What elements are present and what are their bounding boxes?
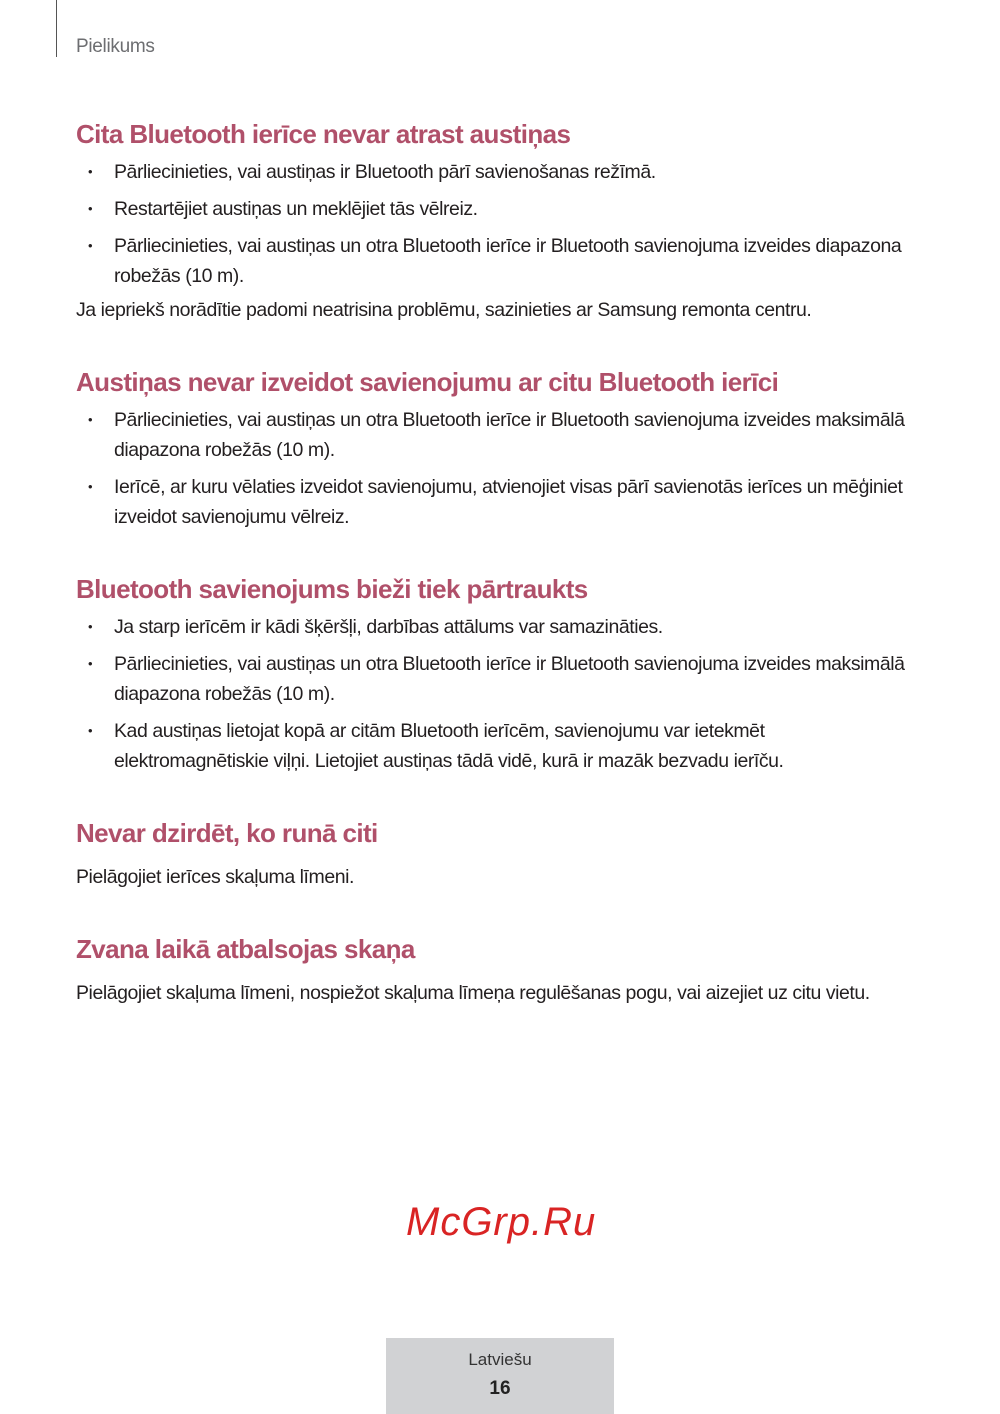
bullet: • Pārliecinieties, vai austiņas un otra Bluetooth ierīce ir Bluetooth savienojuma izveides maksimālā diapazona robežās (10 m). [76, 405, 906, 465]
page-number: 16 [489, 1378, 511, 1399]
page-footer [386, 1338, 614, 1414]
section-header: Pielikums [76, 36, 155, 57]
bullet: • Pārliecinieties, vai austiņas un otra Bluetooth ierīce ir Bluetooth savienojuma izveides maksimālā diapazona robežās (10 m). [76, 649, 906, 709]
header-divider [56, 0, 57, 57]
section-title: Zvana laikā atbalsojas skaņa [76, 934, 415, 964]
footer-language: Latviešu [468, 1350, 532, 1369]
section-cannot-find [76, 117, 906, 325]
section-title: Austiņas nevar izveidot savienojumu ar citu Bluetooth ierīci [76, 367, 779, 397]
bullet: • Restartējiet austiņas un meklējiet tās vēlreiz. [76, 194, 906, 224]
section-cannot-connect [76, 365, 906, 532]
section-title: Bluetooth savienojums bieži tiek pārtraukts [76, 574, 588, 604]
bullet: • Ierīcē, ar kuru vēlaties izveidot savienojumu, atvienojiet visas pārī savienotās ierīces un mēģiniet izveidot savienojumu vēlreiz. [76, 472, 906, 532]
watermark: McGrp.Ru [406, 1200, 597, 1244]
section-title: Cita Bluetooth ierīce nevar atrast austiņas [76, 119, 571, 149]
paragraph: Pielāgojiet skaļuma līmeni, nospiežot skaļuma līmeņa regulēšanas pogu, vai aizejiet uz citu vietu. [76, 982, 870, 1004]
section-disconnects [76, 572, 906, 776]
section-cannot-hear [76, 816, 906, 892]
note: Ja iepriekš norādītie padomi neatrisina problēmu, sazinieties ar Samsung remonta centru. [76, 299, 812, 321]
bullet: • Pārliecinieties, vai austiņas un otra Bluetooth ierīce ir Bluetooth savienojuma izveides diapazona robežās (10 m). [76, 231, 906, 291]
bullet: • Kad austiņas lietojat kopā ar citām Bluetooth ierīcēm, savienojumu var ietekmēt elektromagnētiskie viļņi. Lietojiet austiņas tādā vidē, kurā ir mazāk bezvadu ierīču. [76, 716, 906, 776]
paragraph: Pielāgojiet ierīces skaļuma līmeni. [76, 866, 354, 888]
section-echo [76, 932, 906, 1008]
content [76, 117, 906, 1008]
bullet: • Ja starp ierīcēm ir kādi šķēršļi, darbības attālums var samazināties. [76, 612, 906, 642]
bullet: • Pārliecinieties, vai austiņas ir Bluetooth pārī savienošanas režīmā. [76, 157, 906, 187]
section-title: Nevar dzirdēt, ko runā citi [76, 818, 378, 848]
